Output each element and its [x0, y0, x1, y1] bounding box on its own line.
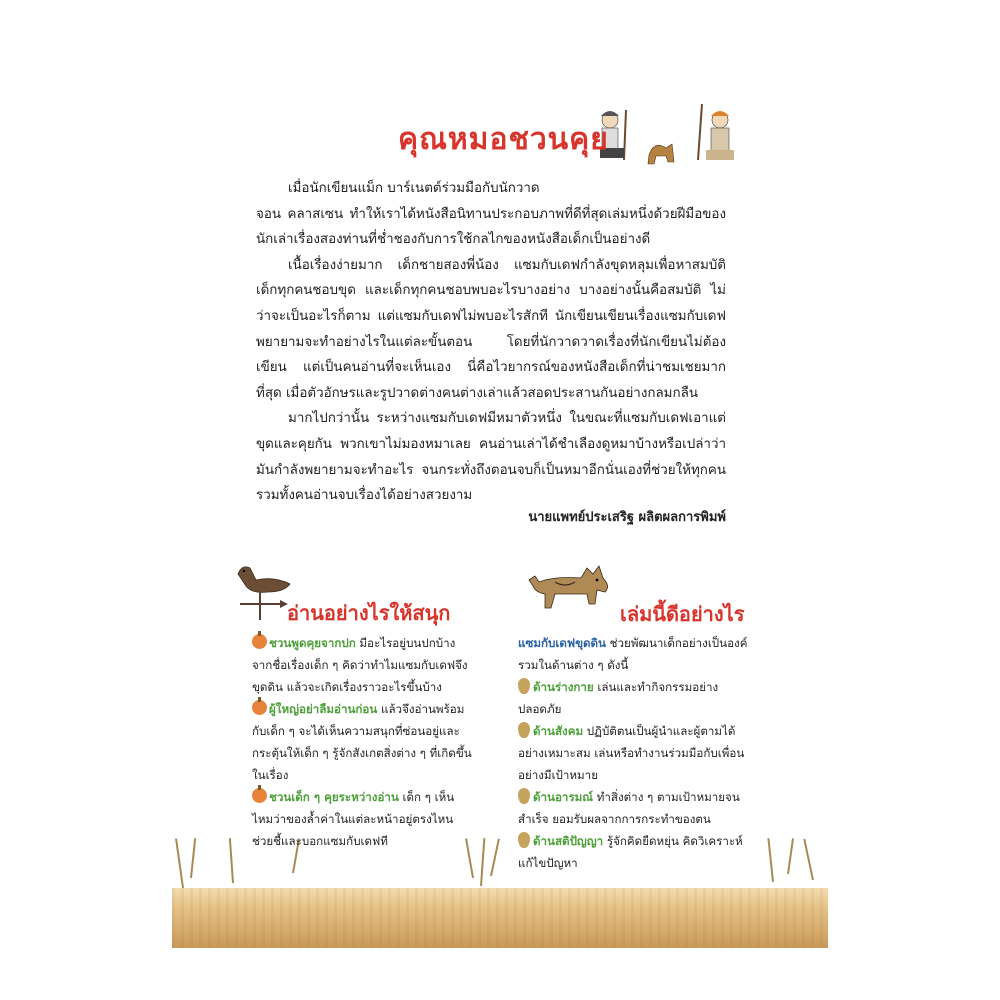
item-label: ผู้ใหญ่อย่าลืมอ่านก่อน: [269, 702, 378, 716]
pear-bullet-icon: [518, 678, 530, 694]
section-title-why-good: เล่มนี้ดีอย่างไร: [620, 602, 745, 626]
section-title-how-to-read: อ่านอย่างไรให้สนุก: [287, 601, 451, 625]
pear-bullet-icon: [518, 788, 530, 804]
grass-icon: [787, 838, 794, 874]
peach-bullet-icon: [252, 700, 267, 715]
author-signature: นายแพทย์ประเสริฐ ผลิตผลการพิมพ์: [528, 510, 726, 525]
page-title: คุณหมอชวนคุย: [398, 122, 609, 157]
grass-icon: [229, 838, 234, 883]
grass-icon: [175, 838, 184, 888]
pear-bullet-icon: [518, 832, 530, 848]
item-text: เด็ก ๆ เห็นไหมว่าของล้ำค่าในแต่ละหน้าอยู่ตรงไหน ช่วยชี้และบอกแซมกับเดฟที: [252, 790, 455, 848]
why-good-list: [518, 632, 754, 874]
grass-icon: [190, 838, 196, 878]
item-text: รู้จักคิดยืดหยุ่น คิดวิเคราะห์แก้ไขปัญหา: [518, 834, 743, 870]
grass-icon: [490, 839, 500, 877]
intro-text: ช่วยพัฒนาเด็กอย่างเป็นองค์รวมในด้านต่าง ๆ ดังนี้: [518, 636, 748, 672]
item-label: ชวนพูดคุยจากปก: [269, 636, 356, 650]
grass-icon: [767, 838, 774, 882]
item-label: ด้านสังคม: [533, 724, 584, 738]
list-item: [252, 786, 474, 852]
pear-bullet-icon: [518, 722, 530, 738]
list-item: [518, 676, 754, 720]
item-text: ปฏิบัติตนเป็นผู้นำและผู้ตามได้อย่างเหมาะสม เล่นหรือทำงานร่วมมือกับเพื่อนอย่างมีเป้าหมาย: [518, 724, 745, 782]
item-label: ด้านสติปัญญา: [533, 834, 604, 848]
list-item: [518, 830, 754, 874]
item-label: ด้านร่างกาย: [533, 680, 594, 694]
intro-paragraph-3: มากไปกว่านั้น ระหว่างแซมกับเดฟมีหมาตัวหนึ่ง ในขณะที่แซมกับเดฟเอาแต่ขุดและคุยกัน พวกเขาไม่มองหมาเลย คนอ่านเล่าได้ชำเลืองดูหมาบ้างหรือเปล่าว่ามันกำลังพยายามจะทำอะไร จนกระทั่งถึงตอนจบก็เป็นหมาอีกนั่นเองที่ช่วยให้ทุกคน รวมทั้งคนอ่านจบเรื่องได้อย่างสวยงาม: [256, 411, 726, 504]
peach-bullet-icon: [252, 788, 267, 803]
dog-illustration: [525, 560, 615, 622]
peach-bullet-icon: [252, 634, 267, 649]
intro-paragraph-1-lead: เมื่อนักเขียนแม็ก บาร์เนตต์ร่วมมือกับนักวาด: [288, 181, 540, 196]
item-text: มีอะไรอยู่บนปกบ้าง จากชื่อเรื่องเด็ก ๆ คิดว่าทำไมแซมกับเดฟจึงขุดดิน แล้วจะเกิดเรื่องราวอะไรขึ้นบ้าง: [252, 636, 468, 694]
intro-paragraph-1: จอน คลาสเซน ทำให้เราได้หนังสือนิทานประกอบภาพที่ดีที่สุดเล่มหนึ่งด้วยฝีมือของนักเล่าเรื่องสองท่านที่ช่ำชองกับการใช้กลไกของหนังสือเด็กเป็นอย่างดี: [256, 206, 726, 248]
list-item: [252, 698, 474, 786]
boys-and-dog-illustration: [594, 100, 744, 180]
dirt-ground-illustration: [172, 888, 828, 948]
list-item: [518, 720, 754, 786]
book-title-label: แซมกับเดฟขุดดิน: [518, 636, 606, 650]
item-label: ด้านอารมณ์: [533, 790, 594, 804]
intro-text-block: [256, 176, 726, 509]
how-to-read-list: [252, 632, 474, 852]
grass-icon: [803, 839, 814, 880]
item-text: แล้วจึงอ่านพร้อมกับเด็ก ๆ จะได้เห็นความสนุกที่ซ่อนอยู่และกระตุ้นให้เด็ก ๆ รู้จักสังเกตสิ่งต่าง ๆ ที่เกิดขึ้นในเรื่อง: [252, 702, 472, 782]
list-intro: [518, 632, 754, 676]
item-text: ทำสิ่งต่าง ๆ ตามเป้าหมายจนสำเร็จ ยอมรับผลจากการกระทำของตน: [518, 790, 740, 826]
item-label: ชวนเด็ก ๆ คุยระหว่างอ่าน: [269, 790, 399, 804]
list-item: [518, 786, 754, 830]
list-item: [252, 632, 474, 698]
intro-paragraph-2: เนื้อเรื่องง่ายมาก เด็กชายสองพี่น้อง แซมกับเดฟกำลังขุดหลุมเพื่อหาสมบัติ เด็กทุกคนชอบขุด และเด็กทุกคนชอบพบอะไรบางอย่าง บางอย่างนั้นคือสมบัติ ไม่ว่าจะเป็นอะไรก็ตาม แต่แซมกับเดฟไม่พบอะไรสักที นักเขียนเขียนเรื่องแซมกับเดฟพยายามจะทำอย่างไรในแต่ละขั้นตอน โดยที่นักวาดวาดเรื่องที่นักเขียนไม่ต้องเขียน แต่เป็นคนอ่านที่จะเห็นเอง นี่คือไวยากรณ์ของหนังสือเด็กที่น่าชมเชยมากที่สุด เมื่อตัวอักษรและรูปวาดต่างคนต่างเล่าแล้วสอดประสานกันอย่างกลมกลืน: [256, 257, 726, 401]
item-text: เล่นและทำกิจกรรมอย่างปลอดภัย: [518, 680, 719, 716]
